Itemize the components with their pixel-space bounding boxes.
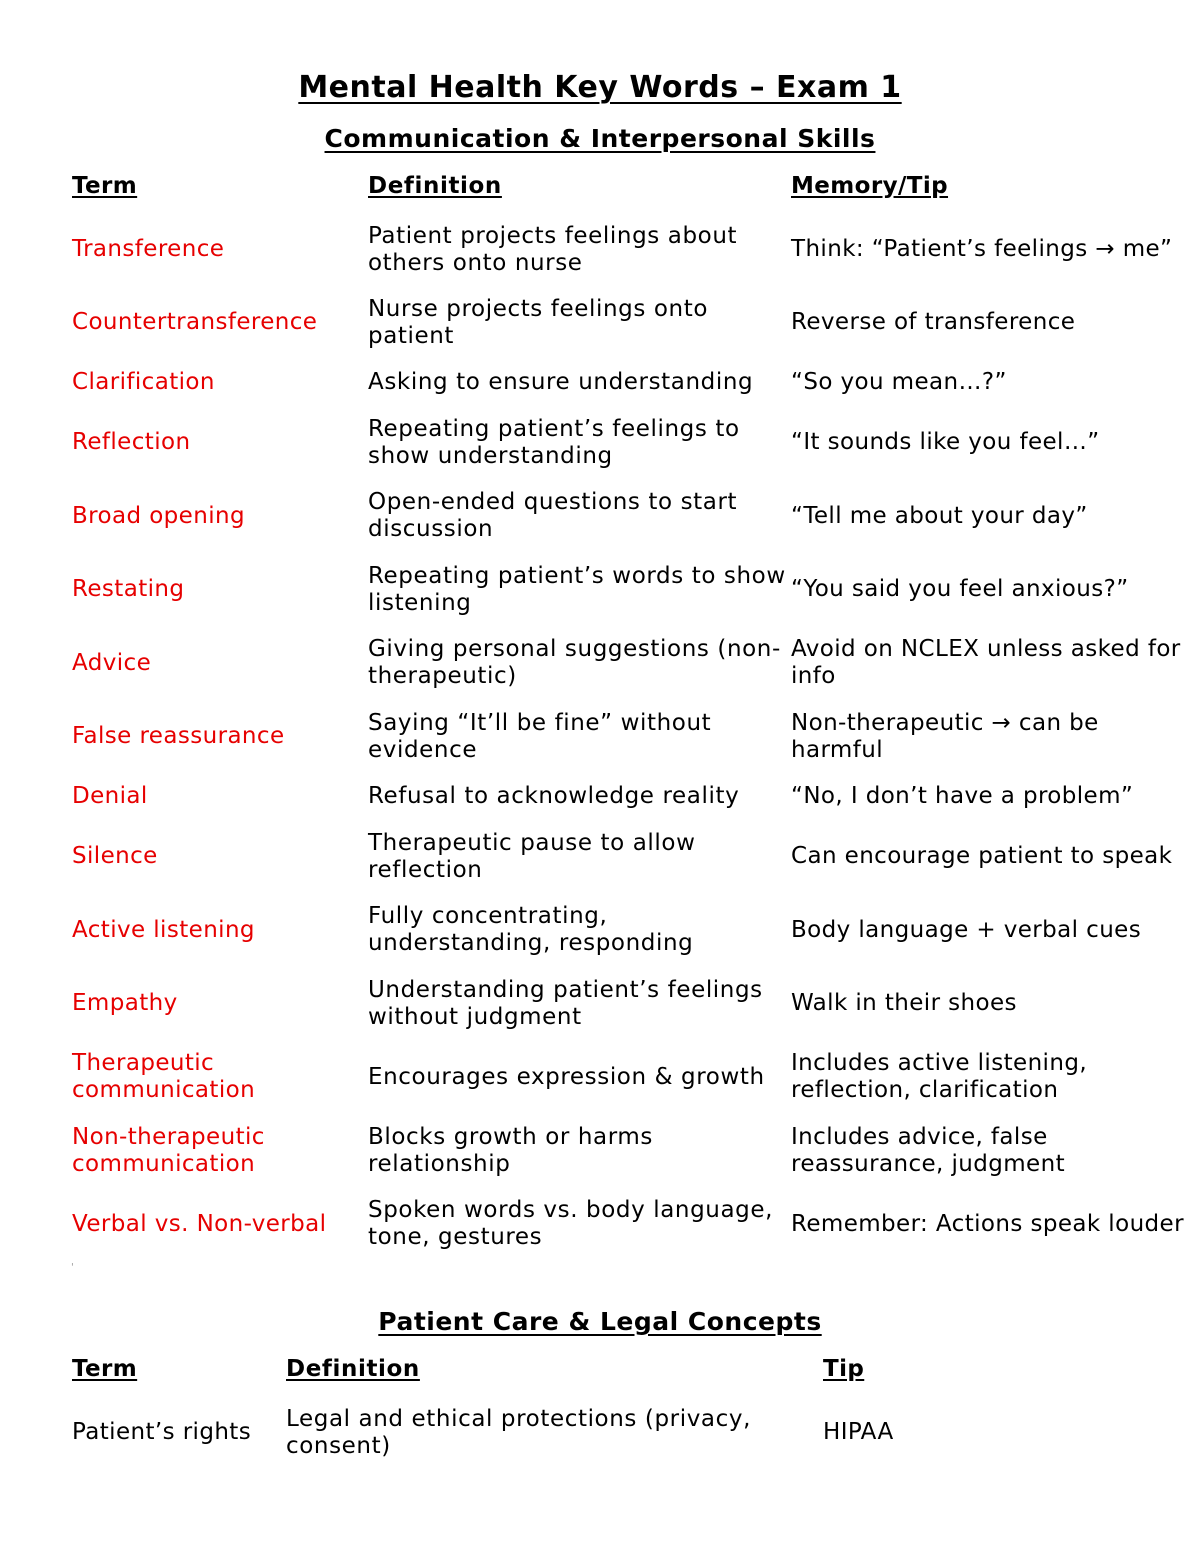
tip-cell: Reverse of transference xyxy=(791,309,1076,335)
term-cell: False reassurance xyxy=(72,723,285,749)
tip-cell: “You said you feel anxious?” xyxy=(791,576,1129,602)
definition-cell: Open-ended questions to start discussion xyxy=(368,489,738,542)
communication-table xyxy=(72,171,1200,1261)
table-row xyxy=(72,626,1200,700)
definition-cell: Blocks growth or harms relationship xyxy=(368,1123,653,1177)
term-cell: Countertransference xyxy=(72,309,318,335)
tip-cell: Think: “Patient’s feelings → me” xyxy=(791,236,1173,262)
term-cell: Silence xyxy=(72,843,158,869)
definition-cell: Understanding patient’s feelings without judgment xyxy=(368,976,763,1030)
term-cell: Transference xyxy=(72,236,225,262)
term-cell: Restating xyxy=(72,576,185,602)
term-cell: Broad opening xyxy=(72,502,245,529)
definition-cell: Fully concentrating, understanding, responding xyxy=(368,903,694,956)
definition-cell: Nurse projects feelings onto patient xyxy=(368,295,708,349)
tip-cell: Body language + verbal cues xyxy=(791,916,1142,943)
header-term: Term xyxy=(72,172,138,199)
term-cell: Active listening xyxy=(72,916,255,943)
table-row xyxy=(72,359,1200,406)
header-tip: Tip xyxy=(823,1355,865,1382)
definition-cell: Repeating patient’s feelings to show understanding xyxy=(368,415,740,469)
table-row xyxy=(72,286,1200,359)
communication-header-row xyxy=(72,171,1200,201)
document-title: Mental Health Key Words – Exam 1 xyxy=(298,70,902,105)
definition-cell: Giving personal suggestions (non-therapeutic) xyxy=(368,636,781,689)
legal-header-row xyxy=(72,1354,1023,1384)
definition-cell: Spoken words vs. body language, tone, gestures xyxy=(368,1197,774,1250)
table-row xyxy=(72,1396,1023,1469)
table-row xyxy=(72,1187,1200,1261)
term-cell: Denial xyxy=(72,783,148,809)
term-cell: Empathy xyxy=(72,990,178,1016)
table-row xyxy=(72,1040,1200,1114)
tip-cell: “No, I don’t have a problem” xyxy=(791,783,1134,809)
header-term: Term xyxy=(72,1355,138,1382)
table-row xyxy=(72,820,1200,893)
table-row xyxy=(72,553,1200,626)
tip-cell: Remember: Actions speak louder xyxy=(791,1210,1184,1237)
table-row xyxy=(72,893,1200,967)
table-row xyxy=(72,773,1200,820)
tip-cell: Includes advice, false reassurance, judgment xyxy=(791,1123,1066,1177)
tip-cell: Includes active listening, reflection, clarification xyxy=(791,1050,1088,1103)
communication-section-title: Communication & Interpersonal Skills xyxy=(324,124,876,153)
definition-cell: Repeating patient’s words to show listening xyxy=(368,562,786,616)
tip-cell: “It sounds like you feel…” xyxy=(791,429,1100,455)
definition-cell: Refusal to acknowledge reality xyxy=(368,783,740,809)
definition-cell: Encourages expression & growth xyxy=(368,1063,765,1090)
table-row xyxy=(72,1114,1200,1187)
table-row xyxy=(72,406,1200,479)
definition-cell: Patient projects feelings about others onto nurse xyxy=(368,222,738,276)
tip-cell: Non-therapeutic → can be harmful xyxy=(791,709,1099,763)
header-definition: Definition xyxy=(368,172,502,199)
tip-cell: “So you mean…?” xyxy=(791,369,1007,395)
legal-section-title: Patient Care & Legal Concepts xyxy=(378,1307,822,1336)
tip-cell: Avoid on NCLEX unless asked for info xyxy=(791,636,1181,689)
term-cell: Reflection xyxy=(72,429,191,455)
header-definition: Definition xyxy=(286,1355,420,1382)
table-row xyxy=(72,967,1200,1040)
term-cell: Therapeutic communication xyxy=(72,1050,256,1103)
term-cell: Clarification xyxy=(72,369,215,395)
term-cell: Non-therapeutic communication xyxy=(72,1123,265,1177)
tip-cell: HIPAA xyxy=(823,1419,894,1445)
table-row xyxy=(72,700,1200,773)
term-cell: Patient’s rights xyxy=(72,1419,252,1445)
term-cell: Advice xyxy=(72,649,152,676)
term-cell: Verbal vs. Non-verbal xyxy=(72,1210,327,1237)
header-tip: Memory/Tip xyxy=(791,172,949,199)
table-row xyxy=(72,479,1200,553)
stray-mark: ' xyxy=(71,1262,74,1273)
definition-cell: Asking to ensure understanding xyxy=(368,369,754,395)
definition-cell: Saying “It’ll be fine” without evidence xyxy=(368,709,712,763)
tip-cell: Walk in their shoes xyxy=(791,990,1017,1016)
tip-cell: “Tell me about your day” xyxy=(791,502,1088,529)
legal-table xyxy=(72,1354,1023,1469)
table-row xyxy=(72,213,1200,286)
definition-cell: Legal and ethical protections (privacy, consent) xyxy=(286,1405,751,1459)
tip-cell: Can encourage patient to speak xyxy=(791,843,1173,869)
definition-cell: Therapeutic pause to allow reflection xyxy=(368,829,696,883)
